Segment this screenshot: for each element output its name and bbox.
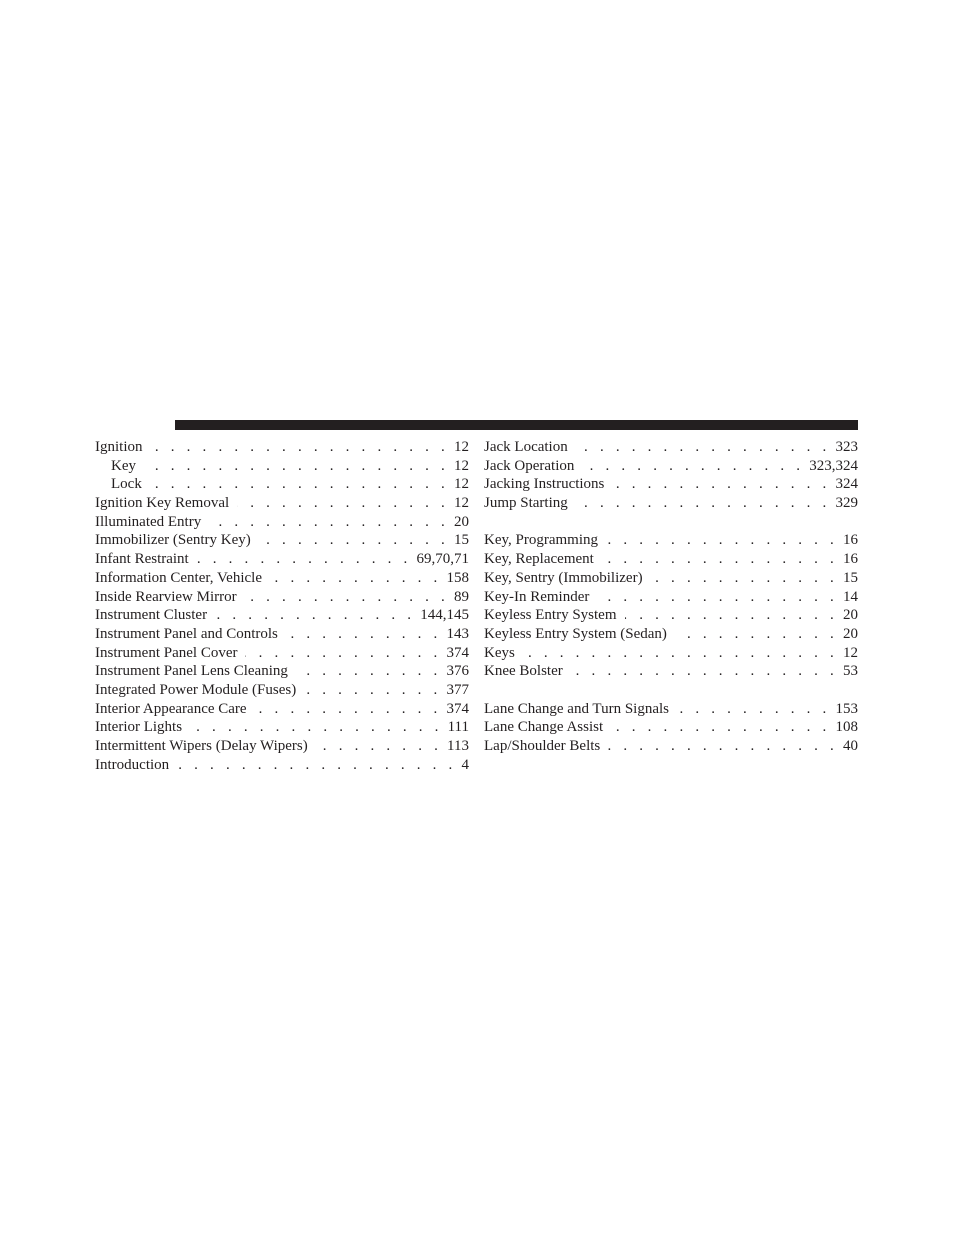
index-page: 20 <box>454 513 469 530</box>
dot-leader <box>523 644 838 663</box>
index-page: 376 <box>446 663 469 680</box>
index-term: Lock <box>111 476 142 493</box>
index-page: 69,70,71 <box>416 551 469 568</box>
index-term: Jacking Instructions <box>484 476 605 493</box>
dot-leader <box>675 625 838 644</box>
group-spacer <box>484 681 858 700</box>
group-spacer <box>484 513 858 532</box>
dot-leader <box>245 588 449 607</box>
index-entry <box>484 494 858 513</box>
index-term: Keys <box>484 644 515 661</box>
index-term: Instrument Panel Lens Cleaning <box>95 663 288 680</box>
index-term: Keyless Entry System <box>484 607 617 624</box>
index-term: Interior Appearance Care <box>95 700 247 717</box>
index-term: Ignition <box>95 439 143 455</box>
index-entry <box>484 531 858 550</box>
dot-leader <box>582 457 804 476</box>
index-page: 377 <box>446 681 469 698</box>
index-page: 12 <box>454 495 469 512</box>
index-entry <box>95 513 469 532</box>
index-term: Integrated Power Module (Fuses) <box>95 681 297 698</box>
index-term: Illuminated Entry <box>95 513 202 530</box>
dot-leader <box>606 531 838 550</box>
index-entry <box>484 606 858 625</box>
index-entry <box>95 438 469 457</box>
index-page: 323 <box>835 439 858 455</box>
dot-leader <box>296 662 442 681</box>
index-term: Interior Lights <box>95 719 183 736</box>
index-page: 15 <box>454 532 469 549</box>
index-entry <box>95 569 469 588</box>
index-page: 12 <box>843 644 858 661</box>
index-entry <box>95 606 469 625</box>
dot-leader <box>304 681 441 700</box>
dot-leader <box>576 438 831 457</box>
section-header-bar <box>175 420 858 430</box>
index-term: Infant Restraint <box>95 551 189 568</box>
index-page: 158 <box>446 569 469 586</box>
index-term: Lane Change and Turn Signals <box>484 700 669 717</box>
dot-leader <box>237 494 449 513</box>
dot-leader <box>651 569 838 588</box>
index-term: Lane Change Assist <box>484 719 604 736</box>
dot-leader <box>197 550 412 569</box>
index-entry <box>484 737 858 756</box>
index-page: 113 <box>447 738 469 754</box>
index-page: 16 <box>843 532 858 549</box>
index-term: Key-In Reminder <box>484 588 590 605</box>
dot-leader <box>259 531 449 550</box>
dot-leader <box>215 606 415 625</box>
index-entry <box>95 494 469 513</box>
index-entry <box>95 737 469 756</box>
index-page: 374 <box>446 644 469 661</box>
index-term: Keyless Entry System (Sedan) <box>484 625 667 642</box>
index-page: 40 <box>843 738 858 754</box>
dot-leader <box>144 457 449 476</box>
index-page: 374 <box>446 700 469 717</box>
index-column-left <box>95 438 469 774</box>
index-page: 111 <box>447 719 469 736</box>
index-entry <box>95 756 469 775</box>
index-page: 20 <box>843 607 858 624</box>
index-term: Introduction <box>95 756 170 773</box>
index-column-right <box>484 438 858 756</box>
index-term: Jump Starting <box>484 495 568 512</box>
index-term: Jack Operation <box>484 457 575 474</box>
index-term: Key <box>111 457 136 474</box>
index-page: 4 <box>461 756 469 773</box>
index-term: Information Center, Vehicle <box>95 569 262 586</box>
index-page: 143 <box>446 625 469 642</box>
index-term: Ignition Key Removal <box>95 495 230 512</box>
index-entry <box>484 662 858 681</box>
index-subentry <box>95 475 469 494</box>
dot-leader <box>190 718 443 737</box>
index-entry <box>95 718 469 737</box>
dot-leader <box>612 475 830 494</box>
index-entry <box>484 718 858 737</box>
dot-leader <box>245 644 441 663</box>
index-term: Key, Sentry (Immobilizer) <box>484 569 643 586</box>
index-entry <box>484 550 858 569</box>
index-term: Immobilizer (Sentry Key) <box>95 532 251 549</box>
index-entry <box>484 438 858 457</box>
index-page: 12 <box>454 439 469 455</box>
dot-leader <box>625 606 839 625</box>
dot-leader <box>602 550 838 569</box>
index-page: 53 <box>843 663 858 680</box>
index-term: Instrument Panel and Controls <box>95 625 278 642</box>
index-page: 144,145 <box>420 607 469 624</box>
index-entry <box>95 588 469 607</box>
dot-leader <box>611 718 830 737</box>
index-term: Key, Replacement <box>484 551 594 568</box>
index-subentry <box>95 457 469 476</box>
index-entry <box>484 569 858 588</box>
index-page: 14 <box>843 588 858 605</box>
dot-leader <box>608 737 838 756</box>
index-entry <box>484 457 858 476</box>
index-page: 108 <box>835 719 858 736</box>
index-entry <box>95 531 469 550</box>
index-entry <box>95 625 469 644</box>
index-term: Lap/Shoulder Belts <box>484 738 601 754</box>
index-page: 12 <box>454 457 469 474</box>
index-page: 324 <box>835 476 858 493</box>
index-entry <box>484 700 858 719</box>
index-entry <box>484 475 858 494</box>
index-term: Knee Bolster <box>484 663 563 680</box>
index-term: Key, Programming <box>484 532 599 549</box>
dot-leader <box>151 438 450 457</box>
dot-leader <box>150 475 449 494</box>
index-term: Intermittent Wipers (Delay Wipers) <box>95 738 308 754</box>
dot-leader <box>597 588 838 607</box>
dot-leader <box>255 700 442 719</box>
index-page: 12 <box>454 476 469 493</box>
index-entry <box>484 588 858 607</box>
dot-leader <box>316 737 442 756</box>
index-term: Jack Location <box>484 439 568 455</box>
index-entry <box>484 644 858 663</box>
index-page: 16 <box>843 551 858 568</box>
index-page: 153 <box>835 700 858 717</box>
index-entry <box>95 662 469 681</box>
index-entry <box>95 681 469 700</box>
dot-leader <box>677 700 831 719</box>
index-page: 89 <box>454 588 469 605</box>
index-page: 329 <box>835 495 858 512</box>
dot-leader <box>571 662 838 681</box>
index-page: 15 <box>843 569 858 586</box>
index-entry <box>95 550 469 569</box>
index-entry <box>95 700 469 719</box>
dot-leader <box>209 513 449 532</box>
dot-leader <box>270 569 442 588</box>
index-term: Instrument Cluster <box>95 607 208 624</box>
index-term: Inside Rearview Mirror <box>95 588 237 605</box>
index-page: 20 <box>843 625 858 642</box>
index-entry <box>95 644 469 663</box>
index-page: 323,324 <box>809 457 858 474</box>
dot-leader <box>286 625 442 644</box>
dot-leader <box>177 756 456 775</box>
index-term: Instrument Panel Cover <box>95 644 238 661</box>
index-entry <box>484 625 858 644</box>
dot-leader <box>576 494 831 513</box>
